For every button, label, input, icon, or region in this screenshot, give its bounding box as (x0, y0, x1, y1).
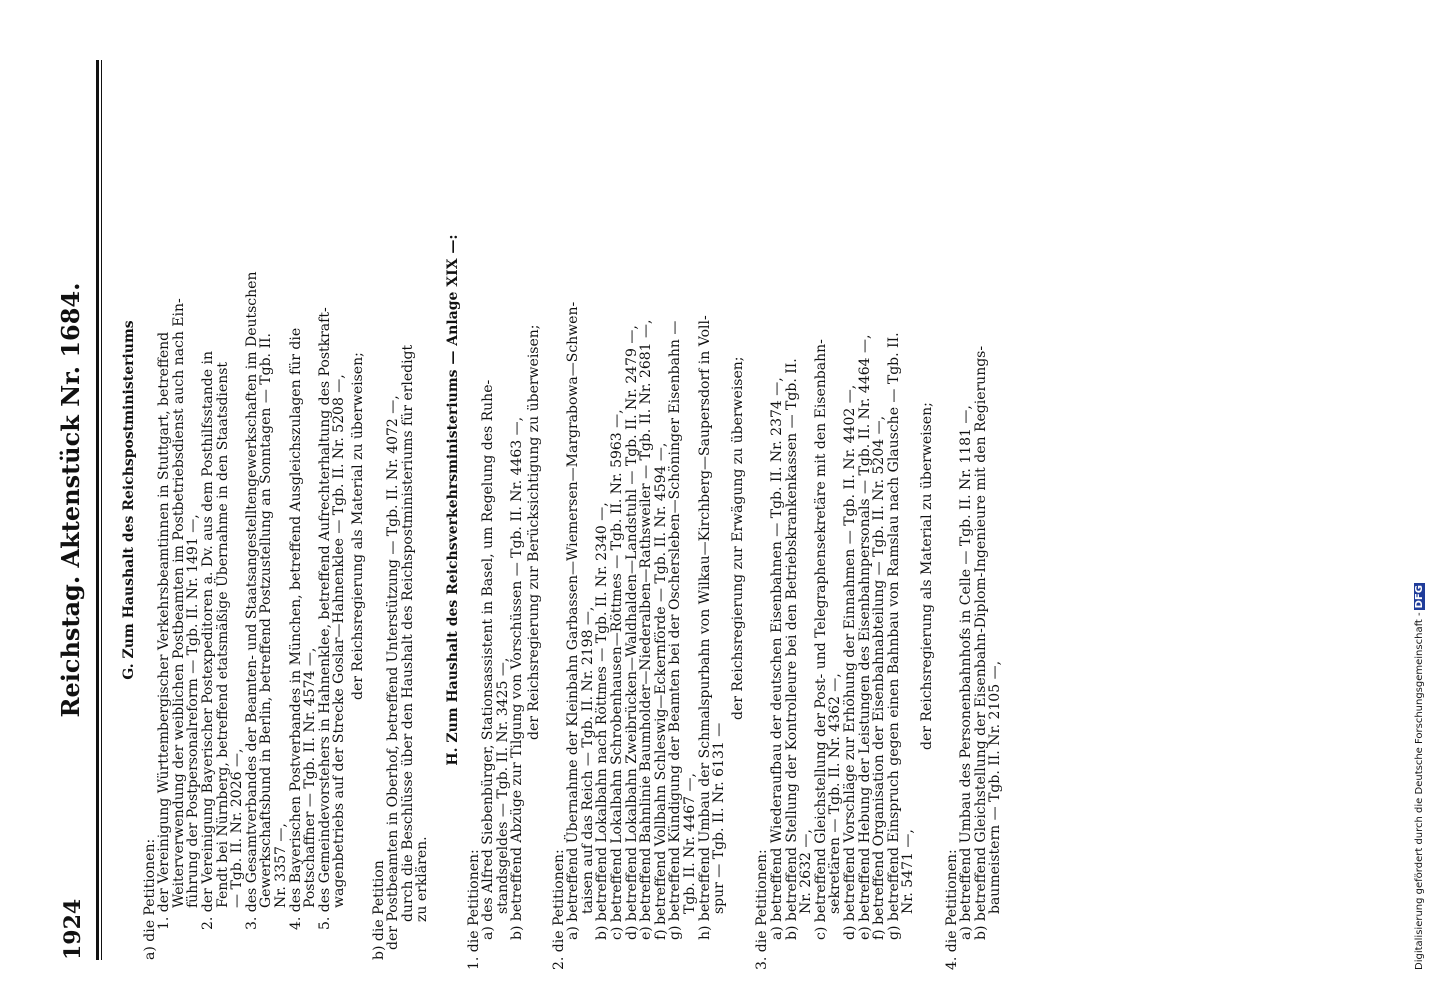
petition-item: sekretären — Tgb. II. Nr. 4362 —, (827, 673, 844, 914)
section-label: 4. die Petitionen: (943, 849, 960, 970)
petition-item: führung der Postpersonalreform — Tgb. II. Nr. 1491 —, (185, 514, 202, 908)
petition-item: g) betreffend Kündigung der Beamten bei der Oschersleben—Schöninger Eisenbahn — (667, 320, 684, 940)
petition-item: f) betreffend Vollbahn Schleswig—Eckernförde — Tgb. II. Nr. 4594 —, (652, 442, 669, 940)
petition-item: 2. der Vereinigung Bayerischer Postexpeditoren a. Dv. aus dem Posthilfsstande in (200, 351, 216, 930)
petition-item: e) betreffend Bahnlinie Baumholder—Niederalben—Rathsweiler — Tgb. II. Nr. 2681 —, (638, 319, 655, 940)
petition-item: Fendt bei Nürnberg, betreffend etatsmäßige Übernahme in den Staatsdienst (214, 361, 231, 908)
section-label: b) die Petition (370, 860, 387, 960)
page-title: Reichstag. Aktenstück Nr. 1684. (56, 282, 85, 718)
petition-item: c) betreffend Lokalbahn Schrobenhausen—Röttmes — Tgb. II. Nr. 5963 —, (609, 409, 625, 940)
petition-item: 1. der Vereinigung Württembergischer Verkehrsbeamtinnen in Stuttgart, betreffend (156, 331, 173, 930)
conclusion-line: der Reichsregierung zur Berücksichtigung zu überweisen; (526, 324, 542, 740)
header-rule (96, 60, 99, 960)
petition-item: a) des Alfred Siebenbürger, Stationsassistent in Basel, um Regelung des Ruhe- (480, 379, 497, 940)
petition-item: Nr. 5471 —, (900, 829, 917, 914)
petition-item: spur — Tgb. II. Nr. 6131 — (711, 722, 728, 914)
petition-item: Tgb. II. Nr. 4467 —, (682, 773, 698, 914)
petition-item: f) betreffend Organisation der Eisenbahnabteilung — Tgb. II. Nr. 5204 —, (871, 415, 888, 940)
petition-item: 4. des Bayerischen Postverbandes in München, betreffend Ausgleichszulagen für die (287, 327, 304, 930)
petition-item: e) betreffend Hebung der Leistungen des Eisenbahnpersonals — Tgb. II. Nr. 4464 —, (856, 334, 873, 940)
petition-item: a) betreffend Wiederaufbau der deutschen Eisenbahnen — Tgb. II. Nr. 2374 —, (769, 377, 785, 940)
conclusion-line: der Reichsregierung als Material zu überweisen; (350, 352, 366, 700)
petition-item: der Postbeamten in Oberhof, betreffend Unterstützung — Tgb. II. Nr. 4072 —, (385, 395, 402, 950)
section-label: a) die Petitionen: (141, 838, 158, 960)
petition-item: b) betreffend Lokalbahn nach Röttmes — Tgb. II. Nr. 2340 —, (594, 502, 611, 940)
section-h-heading: H. Zum Haushalt des Reichsverkehrsministeriums — Anlage XIX —: (445, 234, 461, 766)
petition-item: Postschaffner — Tgb. II. Nr. 4574 —, (302, 647, 319, 908)
funding-footer: Digitalisierung gefördert durch die Deutsche Forschungsgemeinschaft -DFG (1414, 585, 1425, 970)
petition-item: b) betreffend Stellung der Kontrolleure bei den Betriebskrankenkassen — Tgb. II. (783, 358, 800, 940)
petition-item: d) betreffend Vorschläge zur Erhöhung der Einnahmen — Tgb. II. Nr. 4402 —, (842, 384, 858, 940)
petition-item: standsgeldes — Tgb. II. Nr. 3425 —, (494, 657, 511, 914)
conclusion-line: der Reichsregierung als Material zu überweisen; (919, 402, 935, 750)
petition-item: h) betreffend Umbau der Schmalspurbahn von Wilkau—Kirchberg—Saupersdorf in Voll- (696, 315, 713, 940)
petition-item: durch die Beschlüsse über den Haushalt des Reichspostministeriums für erledigt (399, 344, 416, 922)
petition-item: c) betreffend Gleichstellung der Post- und Telegraphensekretäre mit den Eisenbahn- (812, 339, 829, 940)
petition-item: wagenbetriebs auf der Strecke Goslar—Hahnenklee — Tgb. II. Nr. 5208 —, (331, 374, 348, 908)
section-label: 1. die Petitionen: (465, 849, 482, 970)
page-year: 1924 (60, 898, 86, 960)
petition-item: a) betreffend Umbau des Personenbahnhofs in Celle — Tgb. II. Nr. 1181 —, (958, 405, 975, 940)
petition-item: Nr. 3357 —, (273, 823, 289, 908)
header-rule-thin (101, 60, 102, 960)
petition-item: 5. des Gemeindevorstehers in Hahnenklee, betreffend Aufrechterhaltung des Postkraft- (316, 307, 333, 930)
petition-item: b) betreffend Gleichstellung der Eisenbahn-Diplom-Ingenieure mit den Regierungs- (972, 345, 989, 940)
conclusion-line: der Reichsregierung zur Erwägung zu überweisen; (729, 356, 746, 720)
petition-item: Gewerkschaftsbund in Berlin, betreffend Postzustellung an Sonntagen — Tgb. II. (258, 333, 275, 908)
petition-item: — Tgb. II. Nr. 2026 —, (229, 748, 246, 908)
dfg-logo: DFG (1414, 585, 1425, 609)
petition-item: b) betreffend Abzüge zur Tilgung von Vorschüssen — Tgb. II. Nr. 4463 —, (509, 416, 526, 940)
petition-item: Nr. 2632 —, (798, 829, 815, 914)
section-label: 3. die Petitionen: (754, 849, 771, 970)
petition-item: baumeistern — Tgb. II. Nr. 2105 —, (987, 660, 1004, 914)
section-g-heading: G. Zum Haushalt des Reichspostministeriums (121, 320, 137, 680)
petition-item: 3. des Gesamtverbandes der Beamten- und Staatsangestelltengewerkschaften im Deutschen (243, 271, 260, 930)
petition-item: a) betreffend Übernahme der Kleinbahn Garbassen—Wiemersen—Margrabowa—Schwen- (565, 301, 582, 940)
petition-item: taisen auf das Reich — Tgb. II. Nr. 2198 —, (579, 606, 596, 914)
petition-item: zu erklären. (414, 836, 431, 922)
section-label: 2. die Petitionen: (550, 849, 567, 970)
petition-item: d) betreffend Lokalbahn Zweibrücken—Waldhalden—Landstuhl — Tgb. II. Nr. 2479 —, (623, 325, 640, 940)
petition-item: Weiterverwendung der weiblichen Postbeamten im Postbetriebsdienst auch nach Ein- (170, 298, 187, 908)
petition-item: g) betreffend Einspruch gegen einen Bahnbau von Ramslau nach Glausche — Tgb. II. (885, 332, 902, 940)
